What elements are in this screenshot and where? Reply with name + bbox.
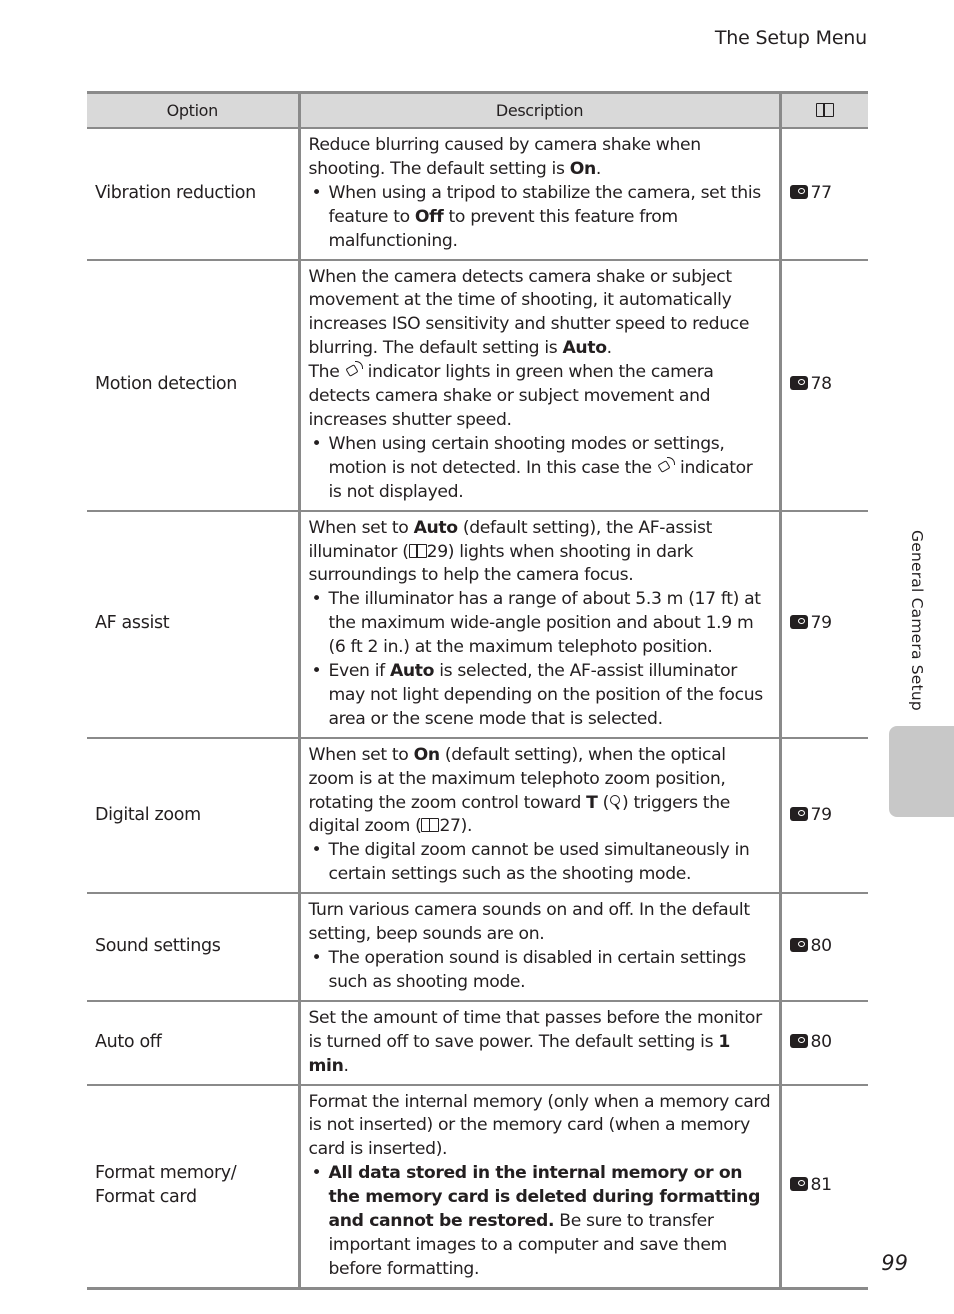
text-run: (default setting), the AF-assist illuminator ( [308, 517, 712, 562]
bold-text: T [586, 792, 598, 813]
bold-text: On [413, 744, 440, 765]
e-reference-icon [790, 376, 808, 390]
side-section-label: General Camera Setup [908, 530, 926, 711]
bullet-item [309, 947, 771, 995]
page-reference [780, 128, 868, 260]
text-run: indicator lights in green when the camera detects camera shake or subject movement and increases shutter speed. [308, 362, 714, 430]
reference-page-number: 81 [810, 1175, 832, 1196]
text-run: ) triggers the digital zoom ( [308, 792, 730, 837]
option-name: Auto off [87, 1001, 299, 1085]
bold-text: Auto [413, 517, 458, 538]
magnify-icon [609, 794, 622, 810]
option-description [299, 1001, 780, 1085]
option-description [299, 1085, 780, 1289]
text-run: . [606, 338, 612, 359]
option-name: Digital zoom [87, 738, 299, 893]
bold-text: Off [414, 206, 444, 227]
text-run: . [595, 158, 601, 179]
option-name: Format memory/ Format card [87, 1085, 299, 1289]
description-text [309, 744, 771, 840]
e-reference-icon [790, 938, 808, 952]
bold-text: 1 min [308, 1031, 730, 1076]
description-text [309, 517, 771, 589]
book-icon [816, 103, 834, 117]
option-name: Motion detection [87, 260, 299, 511]
page-reference [780, 893, 868, 1001]
page-reference [780, 1085, 868, 1289]
text-run: ( [597, 792, 610, 813]
text-run: Format the internal memory (only when a memory card is not inserted) or the memory card (when a memory card is inserted). [308, 1091, 771, 1160]
option-description [299, 128, 780, 260]
e-reference-icon [790, 185, 808, 199]
page-reference [780, 511, 868, 738]
description-text [309, 1091, 771, 1163]
table-row [87, 1001, 868, 1085]
side-section-tab [889, 726, 954, 817]
bullet-item [309, 588, 771, 660]
text-run: When using a tripod to stabilize the camera, set this feature to [328, 182, 761, 227]
table-row [87, 511, 868, 738]
page-number: 99 [881, 1251, 908, 1275]
book-icon [409, 544, 427, 558]
bullet-item [309, 182, 771, 254]
text-run: The digital zoom cannot be used simultaneously in certain settings such as the shooting mode. [328, 840, 750, 885]
bullet-item [309, 1162, 771, 1282]
e-reference-icon [790, 1034, 808, 1048]
text-run: to prevent this feature from malfunctioning. [328, 206, 678, 251]
text-run: Turn various camera sounds on and off. In the default setting, beep sounds are on. [308, 900, 750, 945]
table-row [87, 128, 868, 260]
e-reference-icon [790, 1177, 808, 1191]
text-run: When set to [308, 517, 414, 538]
page-reference [780, 260, 868, 511]
page-reference [780, 738, 868, 893]
reference-page-number: 78 [810, 374, 832, 395]
option-description [299, 260, 780, 511]
reference-page-number: 79 [810, 804, 832, 825]
description-text [309, 266, 771, 433]
description-text [309, 1007, 771, 1079]
table-row [87, 738, 868, 893]
option-description [299, 738, 780, 893]
setup-menu-table [87, 91, 868, 1290]
table-row [87, 260, 868, 511]
text-run: The illuminator has a range of about 5.3 m (17 ft) at the maximum wide-angle position and about 1.9 m (6 ft 2 in.) at the maximum telephoto position. [328, 589, 761, 658]
text-run: indicator is not displayed. [328, 457, 753, 502]
option-description [299, 893, 780, 1001]
bullet-item [309, 660, 771, 732]
option-name: Vibration reduction [87, 128, 299, 260]
bold-text: Auto [389, 661, 435, 682]
description-text [309, 134, 771, 182]
text-run: (default setting), when the optical zoom is at the maximum telephoto zoom position, rotating the zoom control toward [308, 744, 726, 813]
text-run: 29) lights when shooting in dark surroundings to help the camera focus. [308, 541, 694, 586]
running-head: The Setup Menu [714, 27, 867, 49]
text-run: The operation sound is disabled in certain settings such as shooting mode. [328, 948, 746, 992]
bold-text: All data stored in the internal memory or on the memory card is deleted during formatting and cannot be restored. [328, 1163, 761, 1232]
text-run: . [343, 1055, 349, 1076]
book-icon [421, 818, 439, 832]
reference-page-number: 80 [810, 936, 832, 957]
option-description [299, 511, 780, 738]
reference-page-number: 77 [810, 182, 832, 203]
reference-page-number: 80 [810, 1031, 832, 1052]
text-run: Reduce blurring caused by camera shake when shooting. The default setting is [308, 135, 701, 179]
bold-text: Auto [562, 338, 607, 359]
text-run: Set the amount of time that passes before the monitor is turned off to save power. The default setting is [308, 1007, 762, 1052]
option-name: AF assist [87, 511, 299, 738]
col-header-option: Option [87, 93, 299, 129]
option-name: Sound settings [87, 893, 299, 1001]
text-run: is selected, the AF-assist illuminator may not light depending on the position of the focus area or the scene mode that is selected. [328, 661, 763, 729]
bold-text: On [569, 158, 596, 179]
text-run: When using certain shooting modes or settings, motion is not detected. In this case the [328, 433, 725, 478]
e-reference-icon [790, 807, 808, 821]
table-header-row [87, 93, 868, 129]
bullet-item [309, 433, 771, 505]
text-run: Even if [328, 661, 390, 682]
text-run: The [308, 362, 345, 383]
text-run: When set to [308, 744, 414, 765]
text-run: Be sure to transfer important images to a computer and save them before formatting. [328, 1211, 727, 1279]
page-reference [780, 1001, 868, 1085]
text-run: 27). [439, 816, 473, 837]
table-row [87, 893, 868, 1001]
text-run: When the camera detects camera shake or subject movement at the time of shooting, it automatically increases ISO sensitivity and shutter speed to reduce blurring. The default setting is [308, 266, 750, 359]
description-text [309, 899, 771, 947]
motion-detection-icon [345, 361, 363, 379]
bullet-item [309, 839, 771, 887]
reference-page-number: 79 [810, 613, 832, 634]
e-reference-icon [790, 615, 808, 629]
motion-detection-icon [657, 457, 675, 475]
col-header-description: Description [299, 93, 780, 129]
col-header-reference [780, 93, 868, 129]
table-row [87, 1085, 868, 1289]
